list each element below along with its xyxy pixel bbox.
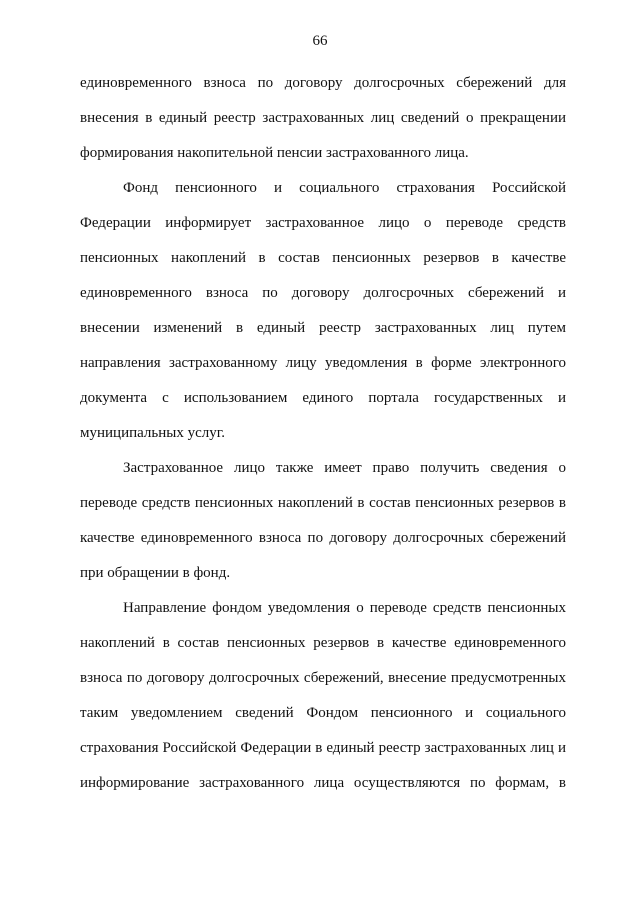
paragraph-3: Застрахованное лицо также имеет право получить сведения о переводе средств пенсионных накоплений в состав пенсионных резервов в качестве единовременного взноса по договору долгосрочных сбережений при обращении в фонд. [80, 460, 566, 581]
paragraph-4: Направление фондом уведомления о переводе средств пенсионных накоплений в состав пенсионных резервов в качестве единовременного взноса по договору долгосрочных сбережений, внесение предусмотренных таким уведомлением сведений Фондом пенсионного и социального страхования Российской Федерации в единый реестр застрахованных лиц и информирование застрахованного лица осуществляются по формам, в [80, 600, 566, 791]
paragraph-2: Фонд пенсионного и социального страхования Российской Федерации информирует застрахованное лицо о переводе средств пенсионных накоплений в состав пенсионных резервов в качестве единовременного взноса по договору долгосрочных сбережений и внесении изменений в единый реестр застрахованных лиц путем направления застрахованному лицу уведомления в форме электронного документа с использованием единого портала государственных и муниципальных услуг. [80, 180, 566, 441]
paragraph-1: единовременного взноса по договору долгосрочных сбережений для внесения в единый реестр застрахованных лиц сведений о прекращении формирования накопительной пенсии застрахованного лица. [80, 75, 566, 161]
document-body [80, 66, 566, 801]
page-number: 66 [312, 33, 328, 49]
